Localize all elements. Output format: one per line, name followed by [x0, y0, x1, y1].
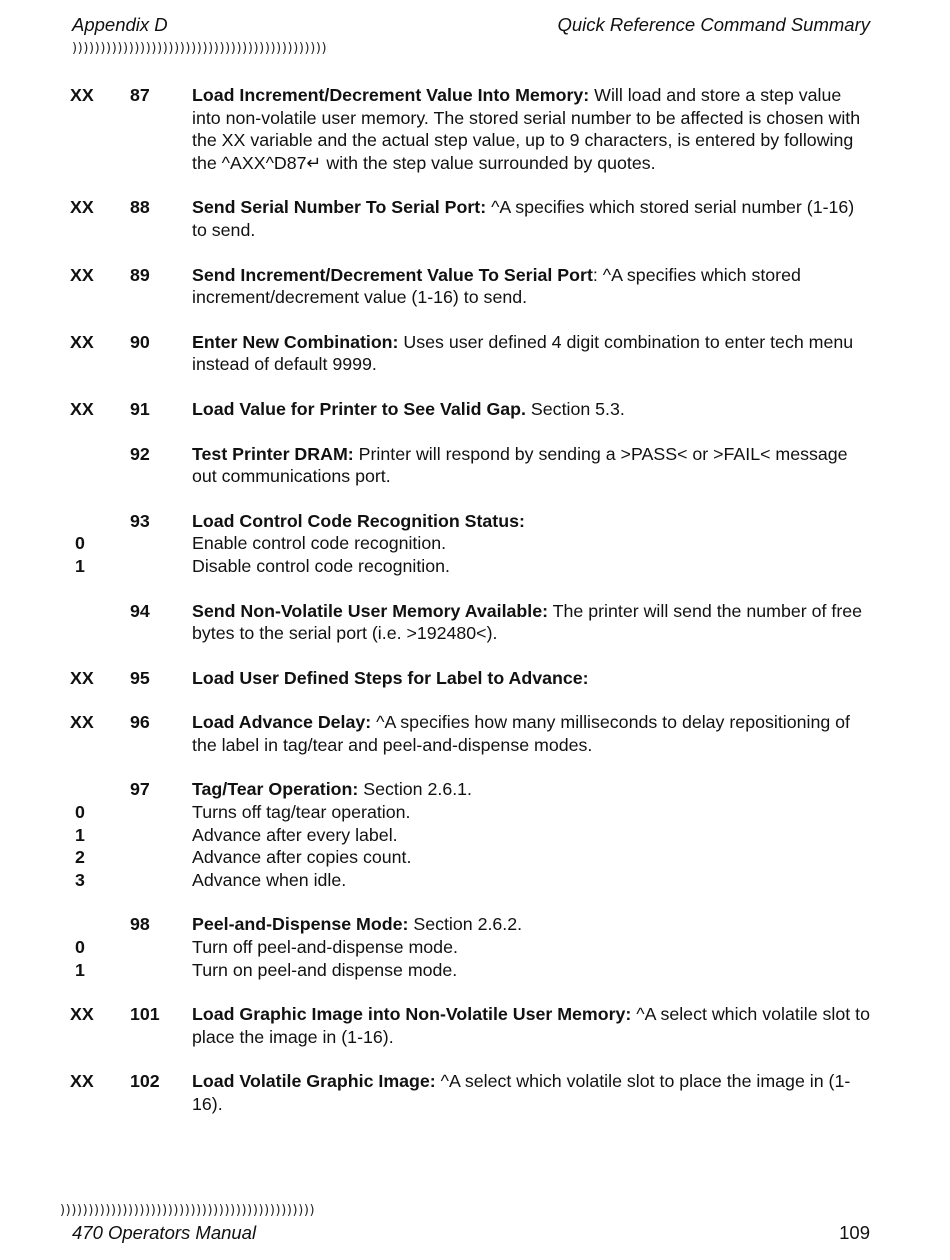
- command-entry: [0, 1070, 950, 1115]
- command-text: Printer will respond by sending a >PASS< or >FAIL< message out communications port.: [192, 443, 848, 487]
- command-description: [192, 196, 872, 241]
- command-text: Uses user defined 4 digit combination to enter tech menu instead of default 9999.: [192, 331, 854, 375]
- command-text: ^A select which volatile slot to place the image in (1-16).: [192, 1071, 851, 1114]
- command-title: Send Non-Volatile User Memory Available:: [192, 600, 549, 621]
- option-row: [0, 824, 950, 847]
- command-title: Load Volatile Graphic Image:: [192, 1071, 436, 1092]
- option-label: Enable control code recognition.: [192, 533, 447, 554]
- command-number: 88: [130, 197, 150, 218]
- option-value: 0: [75, 937, 85, 958]
- command-title: Test Printer DRAM:: [192, 443, 354, 464]
- command-param: XX: [70, 1071, 94, 1092]
- header-section: Appendix D: [72, 14, 168, 35]
- command-list: [0, 84, 950, 1138]
- command-param: XX: [70, 264, 94, 285]
- option-value: 3: [75, 869, 85, 890]
- command-param: XX: [70, 712, 94, 733]
- command-text: The printer will send the number of free bytes to the serial port (i.e. >192480<).: [192, 600, 863, 644]
- option-label: Turns off tag/tear operation.: [192, 802, 411, 823]
- command-text: ^A select which volatile slot to place the image in (1-16).: [192, 1004, 870, 1047]
- command-title: Peel-and-Dispense Mode:: [192, 914, 409, 935]
- option-label: Turn on peel-and dispense mode.: [192, 959, 458, 980]
- command-text: Section 2.6.1.: [358, 779, 472, 800]
- option-label: Advance when idle.: [192, 869, 347, 890]
- command-text: Will load and store a step value into non-volatile user memory. The stored serial number to be affected is chosen with the XX variable and the actual step value, up to 9 characters, is entered by following the ^AXX^D87↵ with the step value surrounded by quotes.: [192, 85, 861, 173]
- command-entry: [0, 264, 950, 309]
- command-number: 93: [130, 510, 150, 531]
- command-text: Section 5.3.: [525, 398, 625, 419]
- command-description: [192, 398, 872, 421]
- command-title: Tag/Tear Operation:: [192, 779, 359, 800]
- command-param: XX: [70, 667, 94, 688]
- option-row: [0, 959, 950, 982]
- command-number: 91: [130, 398, 150, 419]
- option-value: 1: [75, 959, 85, 980]
- option-row: [0, 532, 950, 555]
- command-number: 95: [130, 667, 150, 688]
- command-number: 98: [130, 914, 150, 935]
- command-description: [192, 331, 872, 376]
- header-title: Quick Reference Command Summary: [557, 14, 870, 35]
- command-title: Load Advance Delay:: [192, 712, 372, 733]
- command-param: XX: [70, 331, 94, 352]
- option-value: 2: [75, 847, 85, 868]
- option-row: [0, 936, 950, 959]
- command-description: [192, 778, 872, 801]
- command-title: Send Serial Number To Serial Port:: [192, 197, 487, 218]
- command-text: : ^A specifies which stored increment/decrement value (1-16) to send.: [192, 264, 801, 308]
- command-number: 87: [130, 85, 150, 105]
- command-entry: [0, 711, 950, 756]
- option-row: [0, 846, 950, 869]
- command-number: 92: [130, 443, 150, 464]
- command-entry: [0, 913, 950, 981]
- command-text: Section 2.6.2.: [408, 914, 523, 935]
- command-param: XX: [70, 85, 94, 105]
- option-label: Disable control code recognition.: [192, 555, 450, 576]
- command-entry: [0, 510, 950, 578]
- header-decoration: ))))))))))))))))))))))))))))))))))))))))))))): [72, 41, 328, 56]
- command-entry: [0, 196, 950, 241]
- command-entry: [0, 667, 950, 690]
- command-number: 89: [130, 264, 150, 285]
- command-number: 97: [130, 779, 150, 800]
- command-description: [192, 711, 872, 756]
- command-number: 101: [130, 1004, 160, 1025]
- command-param: XX: [70, 398, 94, 419]
- footer-decoration: ))))))))))))))))))))))))))))))))))))))))))))): [60, 1203, 316, 1218]
- command-title: Load Increment/Decrement Value Into Memory:: [192, 85, 590, 105]
- option-row: [0, 801, 950, 824]
- command-param: XX: [70, 197, 94, 218]
- page-number: 109: [839, 1222, 870, 1243]
- command-title: Load Control Code Recognition Status:: [192, 510, 525, 531]
- command-description: [192, 443, 872, 488]
- command-entry: [0, 1003, 950, 1048]
- command-description: [192, 264, 872, 309]
- command-title: Load Value for Printer to See Valid Gap.: [192, 398, 526, 419]
- command-entry: [0, 331, 950, 376]
- option-value: 0: [75, 533, 85, 554]
- command-text: ^A specifies which stored serial number (1-16) to send.: [192, 197, 855, 240]
- command-description: [192, 510, 872, 533]
- command-param: XX: [70, 1004, 94, 1025]
- command-description: [192, 667, 872, 690]
- command-entry: [0, 398, 950, 421]
- option-label: Advance after copies count.: [192, 847, 412, 868]
- command-description: [192, 913, 872, 936]
- command-text: ^A specifies how many milliseconds to delay repositioning of the label in tag/tear and peel-and-dispense modes.: [192, 712, 850, 755]
- option-value: 1: [75, 824, 85, 845]
- command-title: Enter New Combination:: [192, 331, 399, 352]
- command-number: 102: [130, 1071, 160, 1092]
- option-value: 1: [75, 555, 85, 576]
- command-description: [192, 1003, 872, 1048]
- command-entry: [0, 84, 950, 174]
- option-row: [0, 555, 950, 578]
- command-title: Send Increment/Decrement Value To Serial Port: [192, 264, 593, 285]
- option-value: 0: [75, 802, 85, 823]
- command-number: 90: [130, 331, 150, 352]
- command-number: 94: [130, 600, 150, 621]
- footer-manual-title: 470 Operators Manual: [72, 1222, 257, 1243]
- command-description: [192, 84, 872, 174]
- command-entry: [0, 443, 950, 488]
- option-label: Turn off peel-and-dispense mode.: [192, 937, 458, 958]
- command-title: Load Graphic Image into Non-Volatile User Memory:: [192, 1004, 632, 1025]
- command-entry: [0, 600, 950, 645]
- command-entry: [0, 778, 950, 891]
- command-number: 96: [130, 712, 150, 733]
- option-row: [0, 869, 950, 892]
- command-description: [192, 600, 872, 645]
- command-title: Load User Defined Steps for Label to Advance:: [192, 667, 589, 688]
- page-header: [72, 14, 870, 36]
- option-label: Advance after every label.: [192, 824, 398, 845]
- page-footer: [72, 1222, 870, 1244]
- command-description: [192, 1070, 872, 1115]
